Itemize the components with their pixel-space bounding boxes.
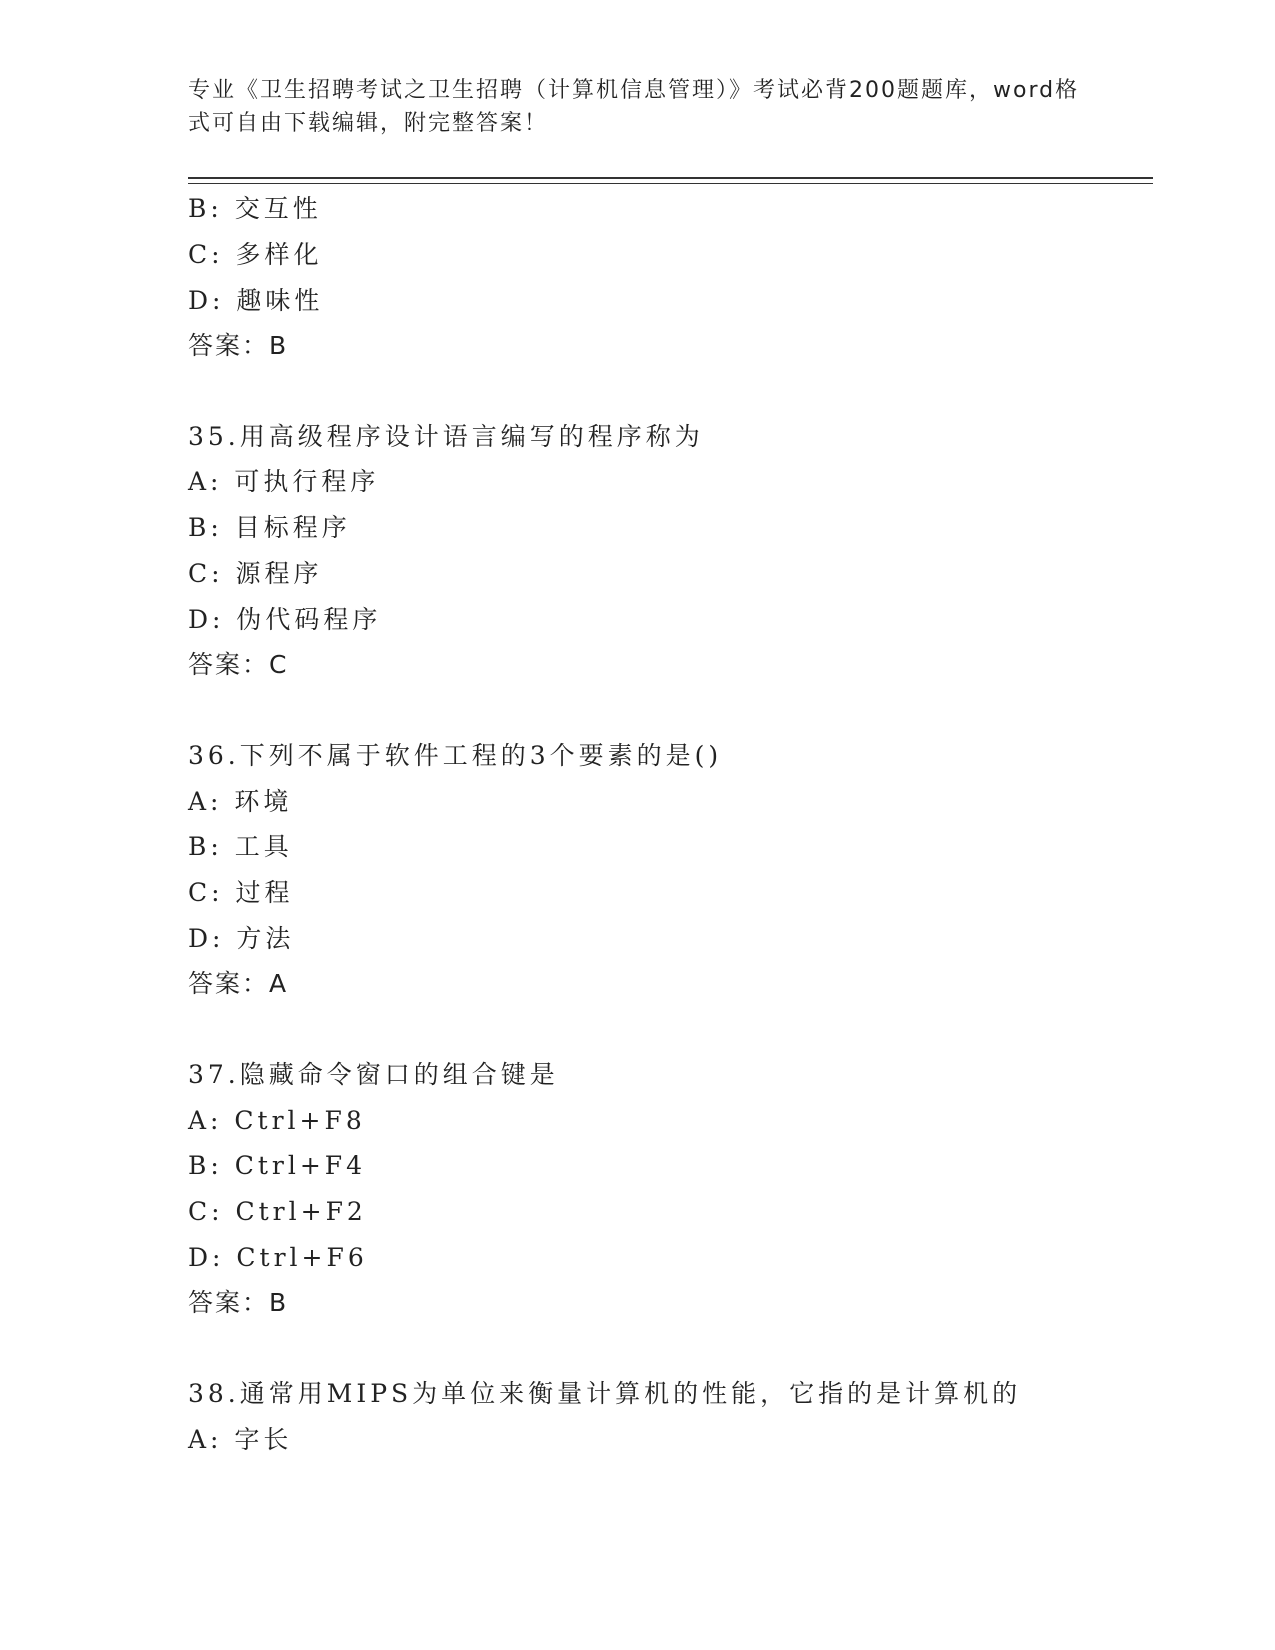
q38-option-a: A: 字长	[188, 1425, 293, 1454]
q35-option-c: C: 源程序	[188, 559, 323, 588]
q36-option-c: C: 过程	[188, 878, 294, 907]
q35-question: 35.用高级程序设计语言编写的程序称为	[188, 422, 704, 451]
q38-question: 38.通常用MIPS为单位来衡量计算机的性能，它指的是计算机的	[188, 1379, 1022, 1408]
q34-option-d: D: 趣味性	[188, 286, 324, 315]
q37-question: 37.隐藏命令窗口的组合键是	[188, 1060, 559, 1089]
q34-option-c: C: 多样化	[188, 240, 323, 269]
q35-answer: 答案：C	[188, 650, 289, 679]
q37-option-d: D: Ctrl+F6	[188, 1243, 368, 1272]
q36-option-d: D: 方法	[188, 924, 295, 953]
q35-option-d: D: 伪代码程序	[188, 605, 382, 634]
header-divider-thick	[188, 177, 1153, 179]
q37-option-b: B: Ctrl+F4	[188, 1151, 367, 1180]
q35-option-a: A: 可执行程序	[188, 467, 380, 496]
q36-option-a: A: 环境	[188, 787, 293, 816]
q35-option-b: B: 目标程序	[188, 513, 351, 542]
q37-option-a: A: Ctrl+F8	[188, 1106, 366, 1135]
q37-option-c: C: Ctrl+F2	[188, 1197, 367, 1226]
q36-option-b: B: 工具	[188, 832, 293, 861]
header-divider-thin	[188, 183, 1153, 184]
q36-question: 36.下列不属于软件工程的3个要素的是()	[188, 741, 723, 770]
document-header: 专业《卫生招聘考试之卫生招聘（计算机信息管理）》考试必背200题题库，word格式可自由下载编辑，附完整答案！	[188, 78, 1080, 136]
q36-answer: 答案：A	[188, 969, 289, 998]
q37-answer: 答案：B	[188, 1288, 289, 1317]
q34-option-b: B: 交互性	[188, 194, 322, 223]
q34-answer: 答案：B	[188, 331, 289, 360]
